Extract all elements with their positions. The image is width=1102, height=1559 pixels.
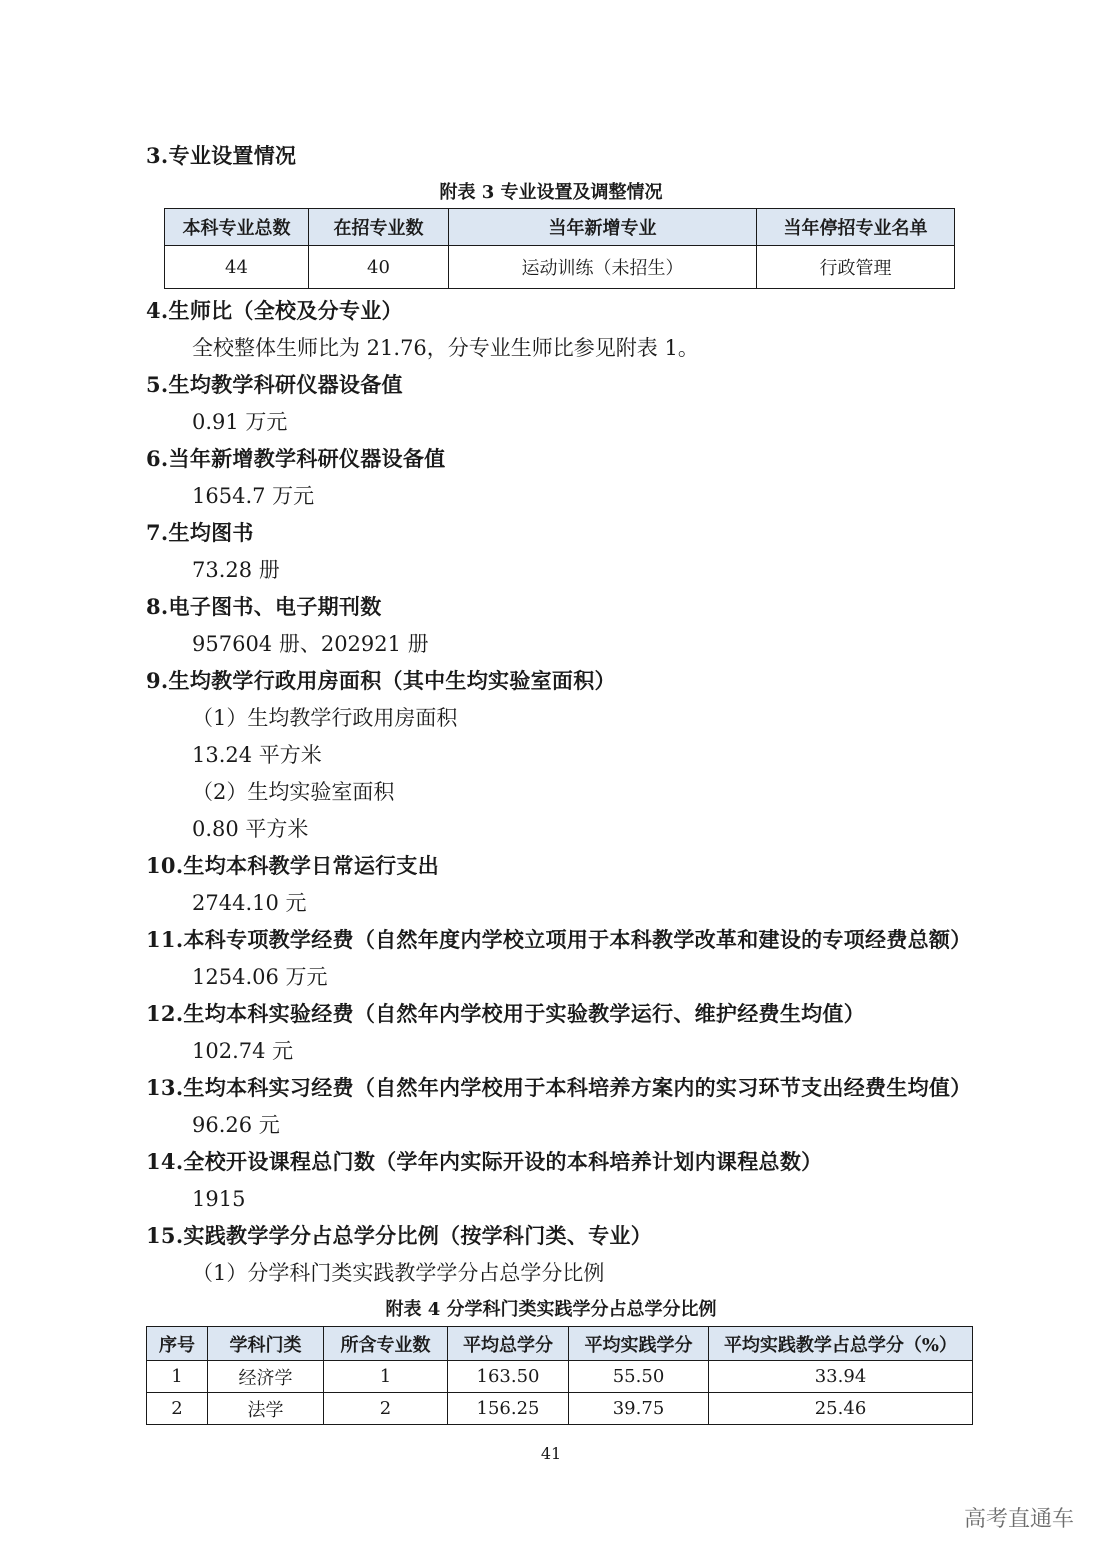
table4-header-cell: 所含专业数 xyxy=(324,1327,448,1361)
table4-cell: 55.50 xyxy=(569,1361,709,1393)
section-11-heading: 11.本科专项教学经费（自然年度内学校立项用于本科教学改革和建设的专项经费总额） xyxy=(146,927,972,952)
table4-cell: 33.94 xyxy=(709,1361,973,1393)
table4-header-cell: 序号 xyxy=(147,1327,208,1361)
section-12-body: 102.74 元 xyxy=(192,1039,294,1063)
table3-cell: 行政管理 xyxy=(757,246,955,289)
table4-cell: 2 xyxy=(147,1393,208,1425)
table3-header-cell: 本科专业总数 xyxy=(165,209,309,246)
table4-header-cell: 平均实践教学占总学分（%） xyxy=(709,1327,973,1361)
table4-header-row xyxy=(147,1327,973,1361)
table4 xyxy=(146,1326,973,1425)
section-7-body: 73.28 册 xyxy=(192,558,280,582)
section-5-body: 0.91 万元 xyxy=(192,410,288,434)
table3-header-cell: 当年停招专业名单 xyxy=(757,209,955,246)
section-7-heading: 7.生均图书 xyxy=(146,520,254,545)
section-13-heading: 13.生均本科实习经费（自然年内学校用于本科培养方案内的实习环节支出经费生均值） xyxy=(146,1075,972,1100)
table4-header-cell: 平均实践学分 xyxy=(569,1327,709,1361)
watermark-text: 高考直通车 xyxy=(963,1507,1074,1532)
table4-cell: 2 xyxy=(324,1393,448,1425)
table4-cell: 25.46 xyxy=(709,1393,973,1425)
section-9-heading: 9.生均教学行政用房面积（其中生均实验室面积） xyxy=(146,668,616,693)
page-number: 41 xyxy=(540,1444,562,1463)
section-6-heading: 6.当年新增教学科研仪器设备值 xyxy=(146,446,446,471)
section-12-heading: 12.生均本科实验经费（自然年内学校用于实验教学运行、维护经费生均值） xyxy=(146,1001,866,1026)
section-4-heading: 4.生师比（全校及分专业） xyxy=(146,298,403,323)
section-13-body: 96.26 元 xyxy=(192,1113,280,1137)
table3-header-cell: 在招专业数 xyxy=(309,209,449,246)
section-14-body: 1915 xyxy=(192,1187,246,1211)
table4-cell: 39.75 xyxy=(569,1393,709,1425)
table-row xyxy=(147,1393,973,1425)
table4-caption: 附表 4 分学科门类实践学分占总学分比例 xyxy=(385,1299,717,1320)
section-5-heading: 5.生均教学科研仪器设备值 xyxy=(146,372,403,397)
table3 xyxy=(164,208,955,289)
table3-caption: 附表 3 专业设置及调整情况 xyxy=(439,182,663,203)
table3-cell: 44 xyxy=(165,246,309,289)
table3-cell: 40 xyxy=(309,246,449,289)
table4-header-cell: 学科门类 xyxy=(208,1327,324,1361)
section-6-body: 1654.7 万元 xyxy=(192,484,315,508)
table3-header-cell: 当年新增专业 xyxy=(449,209,757,246)
section-9-val1: 13.24 平方米 xyxy=(192,743,322,767)
section-15-sub1: （1）分学科门类实践教学学分占总学分比例 xyxy=(192,1261,605,1285)
section-4-body: 全校整体生师比为 21.76，分专业生师比参见附表 1。 xyxy=(192,336,699,360)
section-8-heading: 8.电子图书、电子期刊数 xyxy=(146,594,382,619)
section-9-sub2: （2）生均实验室面积 xyxy=(192,780,395,804)
section-14-heading: 14.全校开设课程总门数（学年内实际开设的本科培养计划内课程总数） xyxy=(146,1149,823,1174)
table3-header-row xyxy=(165,209,955,246)
table4-cell: 经济学 xyxy=(208,1361,324,1393)
section-9-val2: 0.80 平方米 xyxy=(192,817,309,841)
table4-cell: 163.50 xyxy=(448,1361,569,1393)
table-row xyxy=(147,1361,973,1393)
table4-header-cell: 平均总学分 xyxy=(448,1327,569,1361)
table4-cell: 法学 xyxy=(208,1393,324,1425)
section-15-heading: 15.实践教学学分占总学分比例（按学科门类、专业） xyxy=(146,1223,653,1248)
section-10-heading: 10.生均本科教学日常运行支出 xyxy=(146,853,440,878)
table-row xyxy=(165,246,955,289)
section-3-heading: 3.专业设置情况 xyxy=(146,143,297,168)
table4-cell: 1 xyxy=(324,1361,448,1393)
table3-cell: 运动训练（未招生） xyxy=(449,246,757,289)
table4-cell: 1 xyxy=(147,1361,208,1393)
section-9-sub1: （1）生均教学行政用房面积 xyxy=(192,706,458,730)
section-8-body: 957604 册、202921 册 xyxy=(192,632,429,656)
section-10-body: 2744.10 元 xyxy=(192,891,307,915)
table4-cell: 156.25 xyxy=(448,1393,569,1425)
section-11-body: 1254.06 万元 xyxy=(192,965,328,989)
